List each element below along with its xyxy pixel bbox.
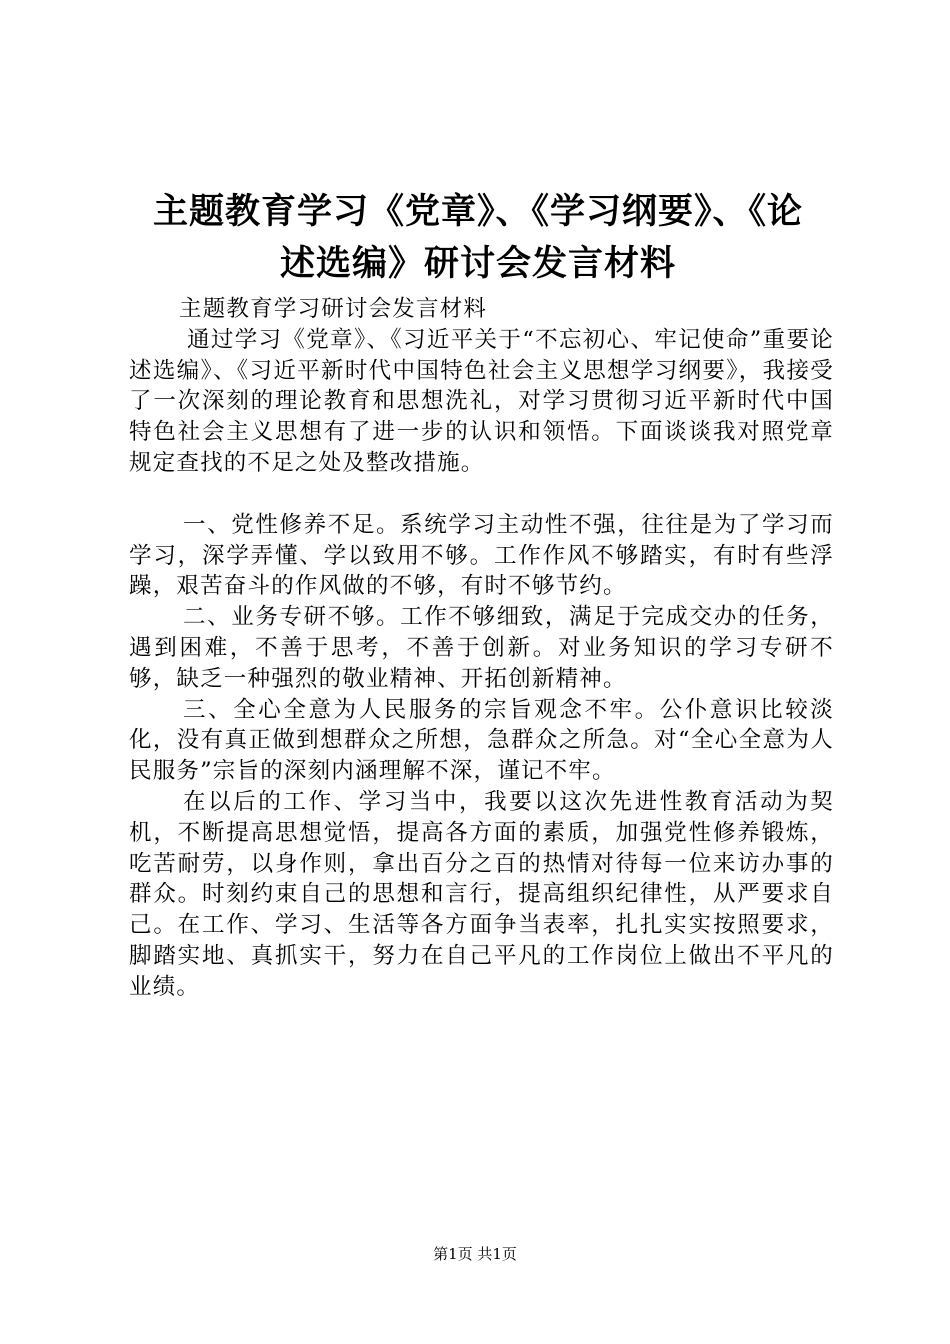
page-number-footer: 第1页 共1页 [433,1245,517,1263]
paragraph-point-3: 三、全心全意为人民服务的宗旨观念不牢。公仆意识比较淡化，没有真正做到想群众之所想，急群众之所急。对“全心全意为人民服务”宗旨的深刻内涵理解不深，谨记不牢。 [129,696,834,785]
document-title [128,186,828,290]
document-title-line-2: 述选编》研讨会发言材料 [279,244,676,284]
paragraph-spacer [129,479,834,510]
document-body [129,294,834,1003]
document-subtitle: 主题教育学习研讨会发言材料 [179,296,488,322]
paragraph-point-2: 二、业务专研不够。工作不够细致，满足于完成交办的任务，遇到困难，不善于思考，不善于创新。对业务知识的学习专研不够，缺乏一种强烈的敬业精神、开拓创新精神。 [129,604,834,692]
paragraph-point-1: 一、党性修养不足。系统学习主动性不强，往往是为了学习而学习，深学弄懂、学以致用不够。工作作风不够踏实，有时有些浮躁，艰苦奋斗的作风做的不够，有时不够节约。 [129,511,834,600]
document-title-line-1: 主题教育学习《党章》、《学习纲要》、《论 [152,192,803,232]
paragraph-conclusion: 在以后的工作、学习当中，我要以这次先进性教育活动为契机，不断提高思想觉悟，提高各方面的素质，加强党性修养锻炼，吃苦耐劳，以身作则，拿出百分之百的热情对待每一位来访办事的群众。时刻约束自己的思想和言行，提高组织纪律性，从严要求自己。在工作、学习、生活等各方面争当表率，扎扎实实按照要求，脚踏实地、真抓实干，努力在自己平凡的工作岗位上做出不平凡的业绩。 [129,788,834,1000]
paragraph-intro: 通过学习《党章》、《习近平关于“不忘初心、牢记使命”重要论述选编》、《习近平新时代中国特色社会主义思想学习纲要》，我接受了一次深刻的理论教育和思想洗礼，对学习贯彻习近平新时代中国特色社会主义思想有了进一步的认识和领悟。下面谈谈我对照党章规定查找的不足之处及整改措施。 [129,326,834,476]
